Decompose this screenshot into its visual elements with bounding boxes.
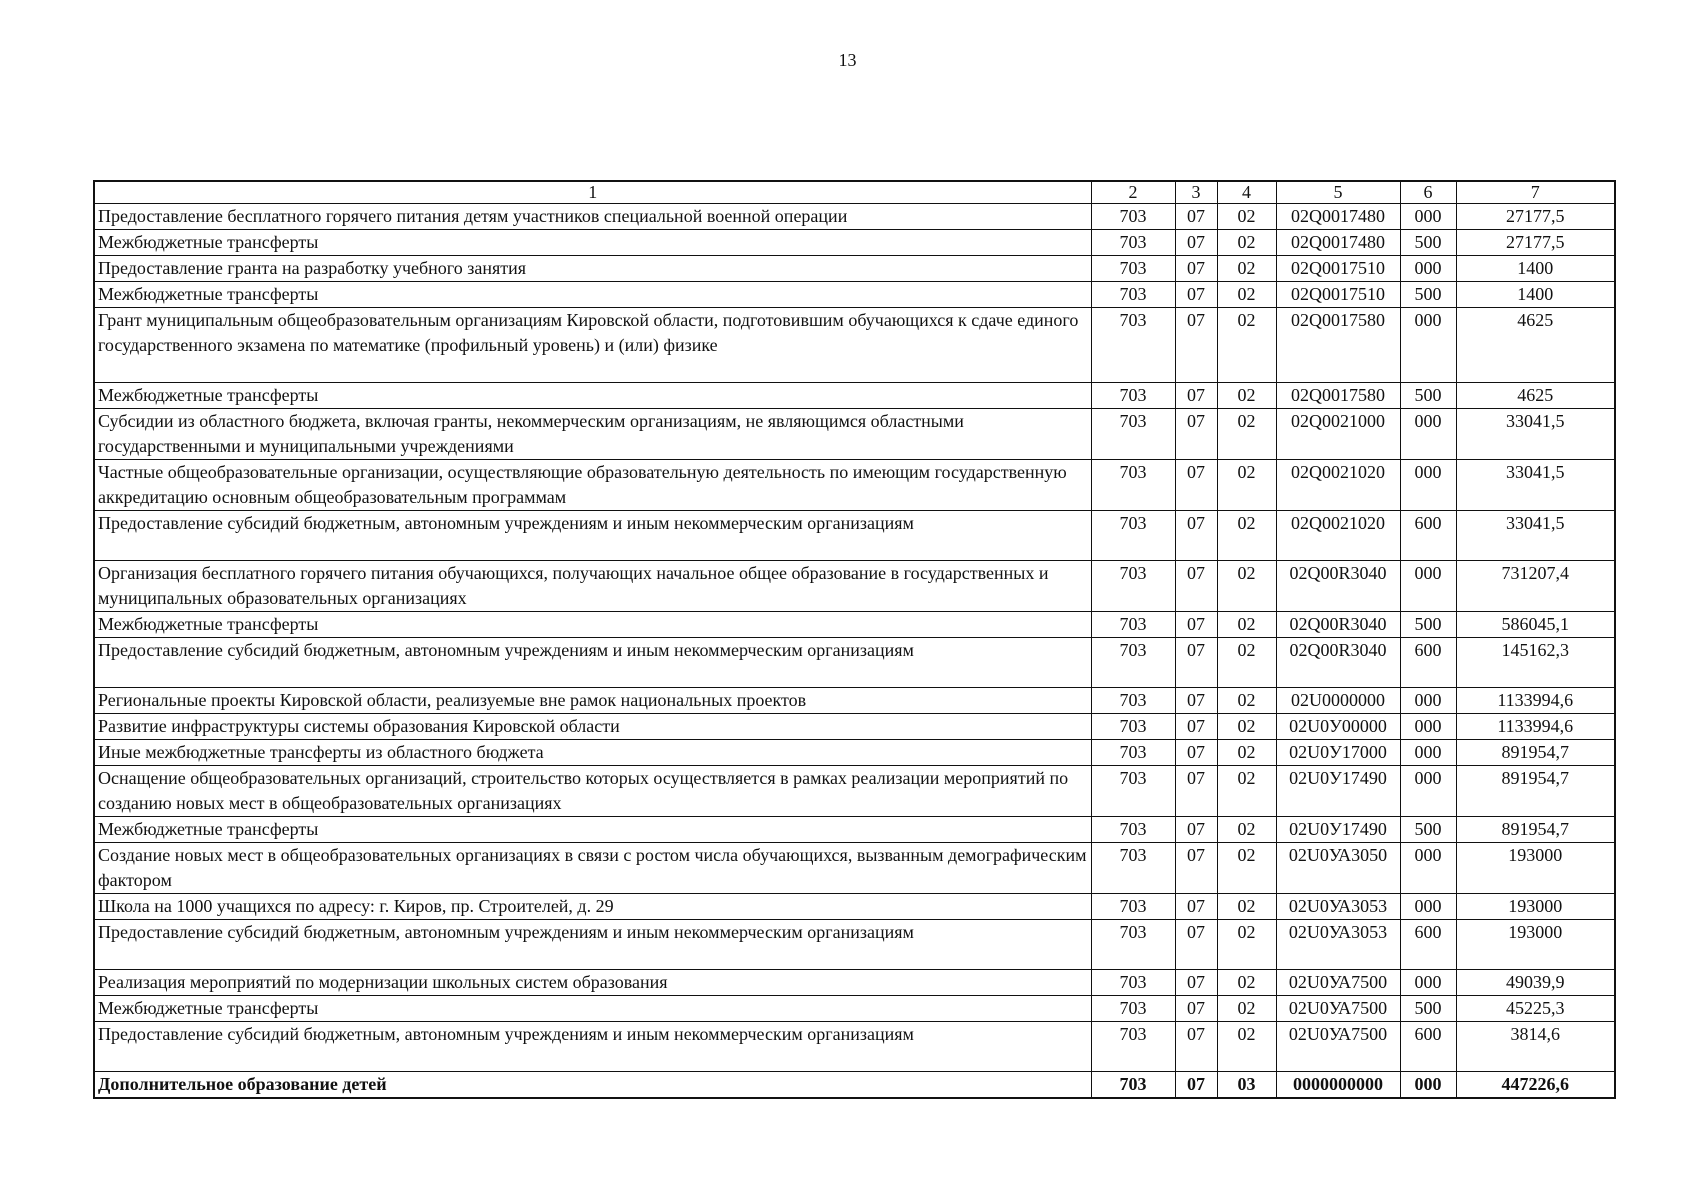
table-row xyxy=(94,511,1615,561)
row-code-5-cell: 02Q00R3040 xyxy=(1276,561,1400,612)
row-name-cell: Школа на 1000 учащихся по адресу: г. Киров, пр. Строителей, д. 29 xyxy=(94,894,1091,920)
row-amount-cell: 1133994,6 xyxy=(1456,688,1615,714)
row-code-4-cell: 02 xyxy=(1217,308,1276,383)
row-code-4-cell: 02 xyxy=(1217,688,1276,714)
row-code-4-cell: 02 xyxy=(1217,766,1276,817)
row-amount-cell: 1133994,6 xyxy=(1456,714,1615,740)
row-amount-cell: 193000 xyxy=(1456,920,1615,970)
row-code-6-cell: 500 xyxy=(1400,817,1456,843)
row-code-6-cell: 600 xyxy=(1400,920,1456,970)
row-code-3-cell: 07 xyxy=(1175,460,1217,511)
row-code-2-cell: 703 xyxy=(1091,740,1175,766)
row-code-2-cell: 703 xyxy=(1091,996,1175,1022)
row-code-5-cell: 02Q0021020 xyxy=(1276,460,1400,511)
row-code-5-cell: 02Q0017510 xyxy=(1276,282,1400,308)
row-name-cell: Реализация мероприятий по модернизации школьных систем образования xyxy=(94,970,1091,996)
row-code-2-cell: 703 xyxy=(1091,970,1175,996)
row-code-2-cell: 703 xyxy=(1091,1072,1175,1099)
row-code-2-cell: 703 xyxy=(1091,714,1175,740)
row-code-4-cell: 02 xyxy=(1217,817,1276,843)
row-code-3-cell: 07 xyxy=(1175,561,1217,612)
table-row xyxy=(94,1022,1615,1072)
row-code-6-cell: 000 xyxy=(1400,409,1456,460)
table-row xyxy=(94,1072,1615,1099)
row-code-6-cell: 600 xyxy=(1400,638,1456,688)
row-amount-cell: 4625 xyxy=(1456,308,1615,383)
row-name-cell: Грант муниципальным общеобразовательным организациям Кировской области, подготовившим обучающихся к сдаче единого государственного экзамена по математике (профильный уровень) и (или) физике xyxy=(94,308,1091,383)
row-name-cell: Частные общеобразовательные организации, осуществляющие образовательную деятельность по имеющим государственную аккредитацию основным общеобразовательным программам xyxy=(94,460,1091,511)
row-code-4-cell: 02 xyxy=(1217,1022,1276,1072)
row-amount-cell: 27177,5 xyxy=(1456,204,1615,230)
row-code-2-cell: 703 xyxy=(1091,843,1175,894)
row-code-6-cell: 000 xyxy=(1400,714,1456,740)
row-amount-cell: 33041,5 xyxy=(1456,511,1615,561)
table-row xyxy=(94,561,1615,612)
row-code-5-cell: 02U0У17490 xyxy=(1276,766,1400,817)
row-code-5-cell: 02U0УА7500 xyxy=(1276,1022,1400,1072)
row-name-cell: Субсидии из областного бюджета, включая гранты, некоммерческим организациям, не являющимся областными государственными и муниципальными учреждениями xyxy=(94,409,1091,460)
page-number: 13 xyxy=(838,50,857,70)
row-code-3-cell: 07 xyxy=(1175,843,1217,894)
row-code-2-cell: 703 xyxy=(1091,688,1175,714)
header-cell: 7 xyxy=(1456,181,1615,204)
row-code-5-cell: 02U0УА7500 xyxy=(1276,996,1400,1022)
row-amount-cell: 891954,7 xyxy=(1456,766,1615,817)
row-amount-cell: 1400 xyxy=(1456,282,1615,308)
row-name-cell: Межбюджетные трансферты xyxy=(94,612,1091,638)
row-code-2-cell: 703 xyxy=(1091,460,1175,511)
row-amount-cell: 586045,1 xyxy=(1456,612,1615,638)
row-code-5-cell: 02U0УА3053 xyxy=(1276,894,1400,920)
row-code-5-cell: 02Q0017510 xyxy=(1276,256,1400,282)
row-name-cell: Предоставление бесплатного горячего питания детям участников специальной военной операции xyxy=(94,204,1091,230)
row-amount-cell: 1400 xyxy=(1456,256,1615,282)
header-cell: 2 xyxy=(1091,181,1175,204)
row-name-cell: Предоставление гранта на разработку учебного занятия xyxy=(94,256,1091,282)
row-amount-cell: 27177,5 xyxy=(1456,230,1615,256)
row-code-5-cell: 02Q0017480 xyxy=(1276,204,1400,230)
header-cell: 5 xyxy=(1276,181,1400,204)
row-code-4-cell: 02 xyxy=(1217,460,1276,511)
row-code-2-cell: 703 xyxy=(1091,766,1175,817)
row-code-6-cell: 000 xyxy=(1400,740,1456,766)
row-code-5-cell: 02U0У17000 xyxy=(1276,740,1400,766)
header-cell: 3 xyxy=(1175,181,1217,204)
row-code-2-cell: 703 xyxy=(1091,920,1175,970)
row-code-4-cell: 02 xyxy=(1217,638,1276,688)
row-code-6-cell: 500 xyxy=(1400,996,1456,1022)
table-row xyxy=(94,612,1615,638)
row-amount-cell: 45225,3 xyxy=(1456,996,1615,1022)
row-code-5-cell: 02Q0021020 xyxy=(1276,511,1400,561)
table-body xyxy=(94,204,1615,1099)
table-row xyxy=(94,409,1615,460)
row-code-6-cell: 000 xyxy=(1400,561,1456,612)
row-code-3-cell: 07 xyxy=(1175,894,1217,920)
row-code-2-cell: 703 xyxy=(1091,256,1175,282)
row-amount-cell: 193000 xyxy=(1456,894,1615,920)
row-code-3-cell: 07 xyxy=(1175,612,1217,638)
row-code-3-cell: 07 xyxy=(1175,230,1217,256)
row-code-4-cell: 03 xyxy=(1217,1072,1276,1099)
row-code-6-cell: 000 xyxy=(1400,256,1456,282)
row-code-4-cell: 02 xyxy=(1217,970,1276,996)
row-amount-cell: 891954,7 xyxy=(1456,817,1615,843)
row-code-2-cell: 703 xyxy=(1091,612,1175,638)
row-code-6-cell: 500 xyxy=(1400,612,1456,638)
row-amount-cell: 49039,9 xyxy=(1456,970,1615,996)
table-row xyxy=(94,714,1615,740)
row-code-2-cell: 703 xyxy=(1091,638,1175,688)
row-code-3-cell: 07 xyxy=(1175,511,1217,561)
row-code-5-cell: 02Q0017580 xyxy=(1276,308,1400,383)
row-code-5-cell: 02U0УА3053 xyxy=(1276,920,1400,970)
row-code-3-cell: 07 xyxy=(1175,204,1217,230)
row-name-cell: Предоставление субсидий бюджетным, автономным учреждениям и иным некоммерческим организациям xyxy=(94,638,1091,688)
row-code-5-cell: 02U0У00000 xyxy=(1276,714,1400,740)
row-code-4-cell: 02 xyxy=(1217,894,1276,920)
row-code-5-cell: 02Q0021000 xyxy=(1276,409,1400,460)
row-code-6-cell: 500 xyxy=(1400,383,1456,409)
row-code-4-cell: 02 xyxy=(1217,282,1276,308)
row-code-4-cell: 02 xyxy=(1217,230,1276,256)
table-row xyxy=(94,230,1615,256)
row-name-cell: Развитие инфраструктуры системы образования Кировской области xyxy=(94,714,1091,740)
table-row xyxy=(94,843,1615,894)
row-code-2-cell: 703 xyxy=(1091,409,1175,460)
row-code-2-cell: 703 xyxy=(1091,383,1175,409)
row-code-4-cell: 02 xyxy=(1217,996,1276,1022)
row-code-6-cell: 000 xyxy=(1400,204,1456,230)
table-row xyxy=(94,766,1615,817)
row-code-4-cell: 02 xyxy=(1217,409,1276,460)
row-code-3-cell: 07 xyxy=(1175,282,1217,308)
row-name-cell: Иные межбюджетные трансферты из областного бюджета xyxy=(94,740,1091,766)
row-code-6-cell: 000 xyxy=(1400,688,1456,714)
row-name-cell: Организация бесплатного горячего питания обучающихся, получающих начальное общее образование в государственных и муниципальных образовательных организациях xyxy=(94,561,1091,612)
budget-table xyxy=(93,180,1616,1099)
row-name-cell: Межбюджетные трансферты xyxy=(94,383,1091,409)
row-name-cell: Предоставление субсидий бюджетным, автономным учреждениям и иным некоммерческим организациям xyxy=(94,1022,1091,1072)
row-name-cell: Оснащение общеобразовательных организаций, строительство которых осуществляется в рамках реализации мероприятий по созданию новых мест в общеобразовательных организациях xyxy=(94,766,1091,817)
row-amount-cell: 3814,6 xyxy=(1456,1022,1615,1072)
row-code-2-cell: 703 xyxy=(1091,308,1175,383)
row-amount-cell: 891954,7 xyxy=(1456,740,1615,766)
row-code-4-cell: 02 xyxy=(1217,256,1276,282)
row-code-4-cell: 02 xyxy=(1217,714,1276,740)
row-code-4-cell: 02 xyxy=(1217,511,1276,561)
table-row xyxy=(94,688,1615,714)
row-code-6-cell: 000 xyxy=(1400,843,1456,894)
table-row xyxy=(94,308,1615,383)
row-code-6-cell: 000 xyxy=(1400,460,1456,511)
row-name-cell: Создание новых мест в общеобразовательных организациях в связи с ростом числа обучающихся, вызванным демографическим фактором xyxy=(94,843,1091,894)
row-code-2-cell: 703 xyxy=(1091,1022,1175,1072)
row-code-5-cell: 02Q00R3040 xyxy=(1276,612,1400,638)
row-code-6-cell: 000 xyxy=(1400,970,1456,996)
table-row xyxy=(94,920,1615,970)
row-code-3-cell: 07 xyxy=(1175,308,1217,383)
row-code-4-cell: 02 xyxy=(1217,612,1276,638)
row-code-6-cell: 000 xyxy=(1400,766,1456,817)
row-code-5-cell: 02U0000000 xyxy=(1276,688,1400,714)
header-row xyxy=(94,181,1615,204)
table-row xyxy=(94,638,1615,688)
row-name-cell: Предоставление субсидий бюджетным, автономным учреждениям и иным некоммерческим организациям xyxy=(94,511,1091,561)
row-code-6-cell: 000 xyxy=(1400,308,1456,383)
header-cell: 1 xyxy=(94,181,1091,204)
table-row xyxy=(94,817,1615,843)
row-code-4-cell: 02 xyxy=(1217,740,1276,766)
row-code-3-cell: 07 xyxy=(1175,688,1217,714)
row-code-6-cell: 500 xyxy=(1400,230,1456,256)
row-name-cell: Региональные проекты Кировской области, реализуемые вне рамок национальных проектов xyxy=(94,688,1091,714)
row-code-6-cell: 000 xyxy=(1400,1072,1456,1099)
table-row xyxy=(94,256,1615,282)
table-row xyxy=(94,383,1615,409)
row-code-2-cell: 703 xyxy=(1091,511,1175,561)
row-amount-cell: 33041,5 xyxy=(1456,460,1615,511)
row-name-cell: Межбюджетные трансферты xyxy=(94,817,1091,843)
row-code-5-cell: 02Q00R3040 xyxy=(1276,638,1400,688)
row-code-2-cell: 703 xyxy=(1091,817,1175,843)
row-code-5-cell: 02U0У17490 xyxy=(1276,817,1400,843)
row-code-3-cell: 07 xyxy=(1175,409,1217,460)
row-code-5-cell: 02Q0017480 xyxy=(1276,230,1400,256)
row-code-6-cell: 600 xyxy=(1400,1022,1456,1072)
table-row xyxy=(94,970,1615,996)
row-amount-cell: 193000 xyxy=(1456,843,1615,894)
row-code-3-cell: 07 xyxy=(1175,1072,1217,1099)
row-code-2-cell: 703 xyxy=(1091,282,1175,308)
row-code-4-cell: 02 xyxy=(1217,843,1276,894)
row-code-2-cell: 703 xyxy=(1091,230,1175,256)
row-code-6-cell: 000 xyxy=(1400,894,1456,920)
table-row xyxy=(94,996,1615,1022)
row-code-5-cell: 02U0УА3050 xyxy=(1276,843,1400,894)
row-code-4-cell: 02 xyxy=(1217,920,1276,970)
row-code-4-cell: 02 xyxy=(1217,561,1276,612)
row-name-cell: Межбюджетные трансферты xyxy=(94,230,1091,256)
row-code-4-cell: 02 xyxy=(1217,383,1276,409)
row-amount-cell: 447226,6 xyxy=(1456,1072,1615,1099)
row-code-2-cell: 703 xyxy=(1091,561,1175,612)
table-row xyxy=(94,894,1615,920)
row-code-3-cell: 07 xyxy=(1175,740,1217,766)
row-code-6-cell: 600 xyxy=(1400,511,1456,561)
row-name-cell: Дополнительное образование детей xyxy=(94,1072,1091,1099)
row-code-3-cell: 07 xyxy=(1175,1022,1217,1072)
row-name-cell: Межбюджетные трансферты xyxy=(94,282,1091,308)
row-code-3-cell: 07 xyxy=(1175,970,1217,996)
row-code-2-cell: 703 xyxy=(1091,894,1175,920)
row-code-3-cell: 07 xyxy=(1175,920,1217,970)
table-row xyxy=(94,740,1615,766)
row-code-6-cell: 500 xyxy=(1400,282,1456,308)
row-name-cell: Межбюджетные трансферты xyxy=(94,996,1091,1022)
row-amount-cell: 145162,3 xyxy=(1456,638,1615,688)
row-code-3-cell: 07 xyxy=(1175,714,1217,740)
row-code-3-cell: 07 xyxy=(1175,638,1217,688)
row-code-3-cell: 07 xyxy=(1175,996,1217,1022)
row-code-5-cell: 02U0УА7500 xyxy=(1276,970,1400,996)
table-row xyxy=(94,204,1615,230)
row-amount-cell: 731207,4 xyxy=(1456,561,1615,612)
row-code-3-cell: 07 xyxy=(1175,383,1217,409)
table-row xyxy=(94,460,1615,511)
row-code-3-cell: 07 xyxy=(1175,817,1217,843)
header-cell: 4 xyxy=(1217,181,1276,204)
row-name-cell: Предоставление субсидий бюджетным, автономным учреждениям и иным некоммерческим организациям xyxy=(94,920,1091,970)
header-cell: 6 xyxy=(1400,181,1456,204)
row-code-4-cell: 02 xyxy=(1217,204,1276,230)
row-code-5-cell: 02Q0017580 xyxy=(1276,383,1400,409)
row-code-5-cell: 0000000000 xyxy=(1276,1072,1400,1099)
row-code-3-cell: 07 xyxy=(1175,256,1217,282)
row-code-2-cell: 703 xyxy=(1091,204,1175,230)
row-amount-cell: 4625 xyxy=(1456,383,1615,409)
row-amount-cell: 33041,5 xyxy=(1456,409,1615,460)
table-row xyxy=(94,282,1615,308)
row-code-3-cell: 07 xyxy=(1175,766,1217,817)
